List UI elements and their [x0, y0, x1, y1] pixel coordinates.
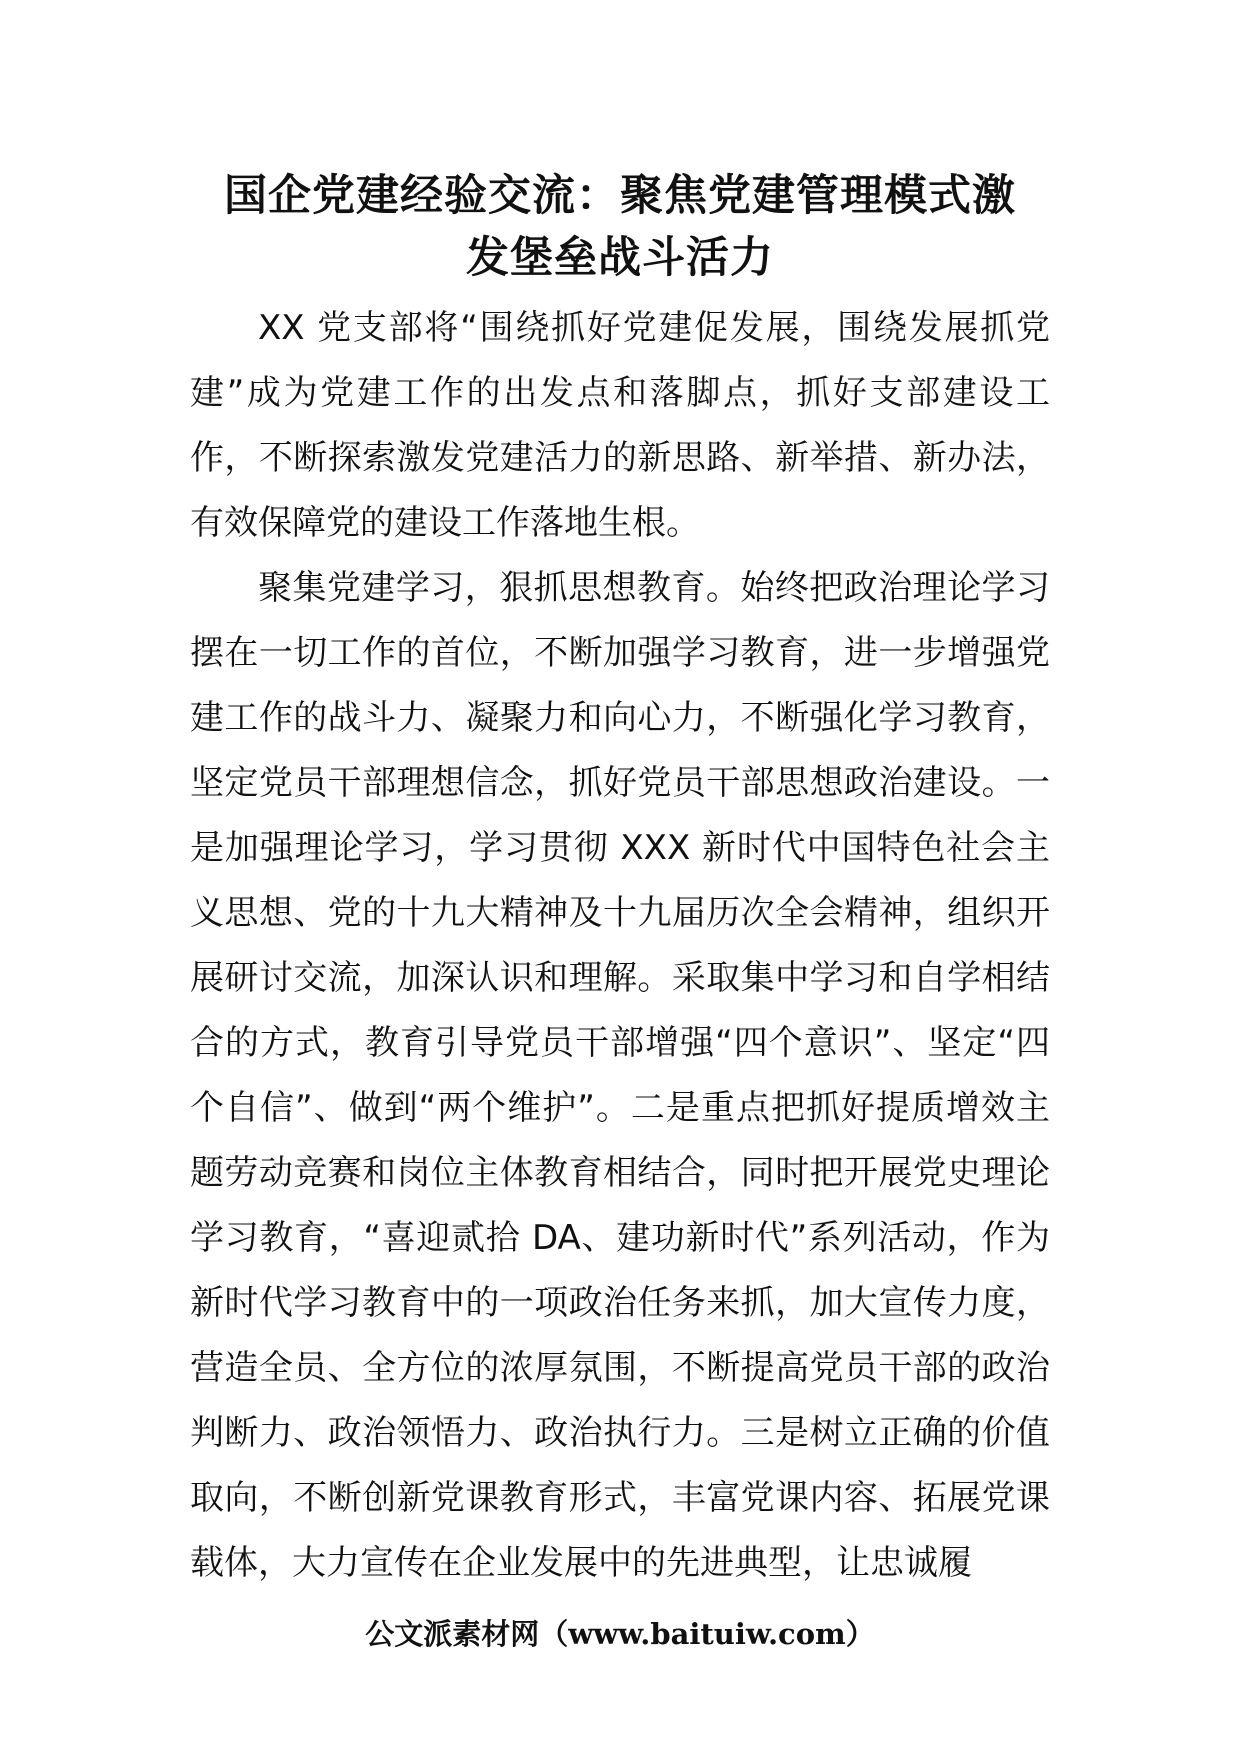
paragraph-intro: XX 党支部将“围绕抓好党建促发展，围绕发展抓党建”成为党建工作的出发点和落脚点，抓好支部建设工作，不断探索激发党建活力的新思路、新举措、新办法，有效保障党的建设工作落地生根。	[190, 308, 1050, 543]
title-line-1: 国企党建经验交流：聚焦党建管理模式激	[224, 171, 1016, 221]
title-line-2: 发堡垒战斗活力	[466, 233, 774, 283]
document-body	[190, 296, 1050, 1596]
document-title	[190, 165, 1050, 289]
paragraph-study: 聚集党建学习，狠抓思想教育。始终把政治理论学习摆在一切工作的首位，不断加强学习教育，进一步增强党建工作的战斗力、凝聚力和向心力，不断强化学习教育，坚定党员干部理想信念，抓好党员干部思想政治建设。一是加强理论学习，学习贯彻 XXX 新时代中国特色社会主义思想、党的十九大精神及十九届历次全会精神，组织开展研讨交流，加深认识和理解。采取集中学习和自学相结合的方式，教育引导党员干部增强“四个意识”、坚定“四个自信”、做到“两个维护”。二是重点把抓好提质增效主题劳动竞赛和岗位主体教育相结合，同时把开展党史理论学习教育，“喜迎贰拾 DA、建功新时代”系列活动，作为新时代学习教育中的一项政治任务来抓，加大宣传力度，营造全员、全方位的浓厚氛围，不断提高党员干部的政治判断力、政治领悟力、政治执行力。三是树立正确的价值取向，不断创新党课教育形式，丰富党课内容、拓展党课载体，大力宣传在企业发展中的先进典型，让忠诚履	[190, 568, 1050, 1583]
footer-watermark: 公文派素材网（www.baituiw.com）	[365, 1617, 875, 1651]
